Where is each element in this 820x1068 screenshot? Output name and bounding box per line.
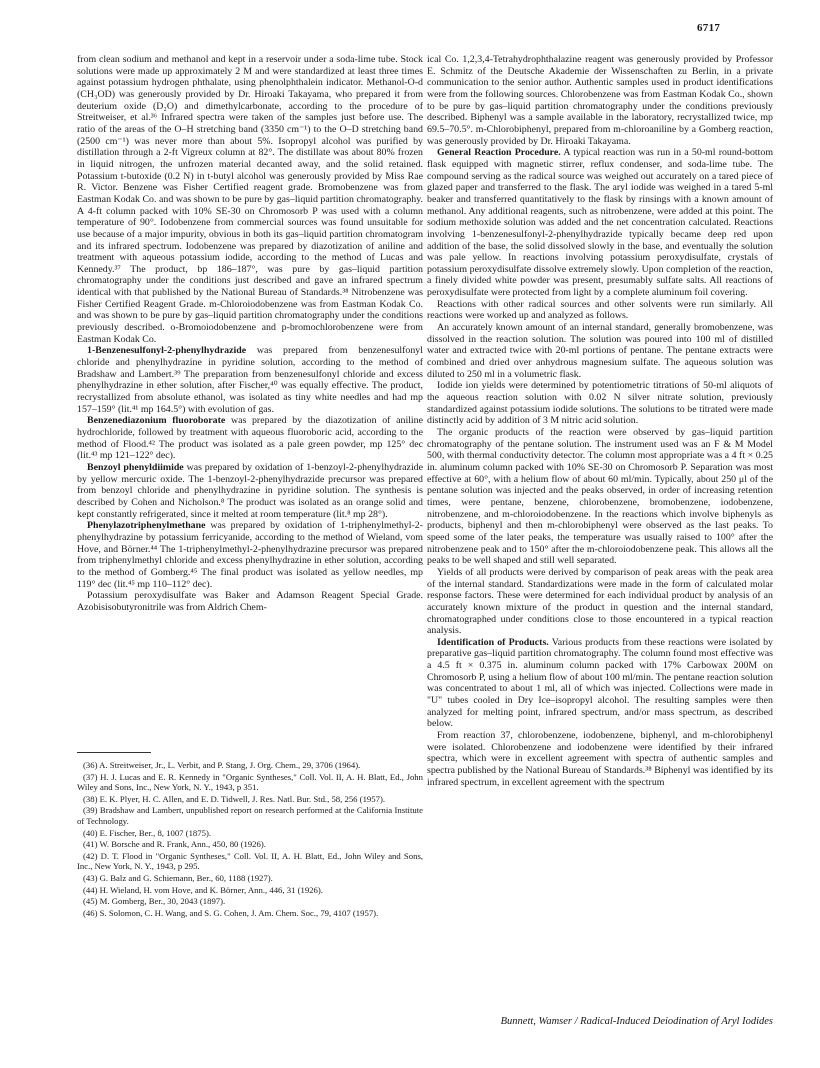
section-heading: General Reaction Procedure. bbox=[437, 147, 561, 159]
reference-item: (45) M. Gomberg, Ber., 30, 2043 (1897). bbox=[83, 896, 226, 907]
paragraph: From reaction 37, chlorobenzene, iodobenzene, biphenyl, and m-chlorobiphenyl were isolated. Chlorobenzene and iodobenzene were identified by their infrared spectra, which were in excellent agreement with spectra of authentic samples and spectra published by the National Bureau of Standards.³⁸ Biphenyl was identified by its infrared spectrum, in excellent agreement with the spectrum bbox=[427, 730, 773, 788]
paragraph: An accurately known amount of an internal standard, generally bromobenzene, was dissolved in the reaction solution. The solution was poured into 100 ml of distilled water and extracted twice with 20-ml portions of pentane. The pentane extracts were combined and dried over anhydrous magnesium sulfate. The aqueous solution was diluted to 250 ml in a volumetric flask. bbox=[427, 322, 773, 380]
reference-item: (46) S. Solomon, C. H. Wang, and S. G. Cohen, J. Am. Chem. Soc., 79, 4107 (1957). bbox=[83, 907, 379, 918]
reference-item: (37) H. J. Lucas and E. R. Kennedy in "Organic Syntheses," Coll. Vol. II, A. H. Blatt, Ed., John Wiley and Sons, Inc., New York, N. Y., 1943, p 351. bbox=[77, 771, 423, 793]
section-heading: 1-Benzenesulfonyl-2-phenylhydrazide bbox=[87, 345, 247, 357]
references bbox=[77, 760, 423, 919]
paragraph: Benzoyl phenyldiimide was prepared by oxidation of 1-benzoyl-2-phenylhydrazide by yellow mercuric oxide. The 1-benzoyl-2-phenylhydrazide precursor was prepared from benzoyl chloride and phenylhydrazine in pyridine solution. The synthesis is described by Cohen and Nicholson.⁸ The product was isolated as an orange solid and kept constantly refrigerated, since it melted at room temperature (lit.⁸ mp 28°). bbox=[77, 461, 424, 520]
reference-item: (39) Bradshaw and Lambert, unpublished report on research performed at the California Institute of Technology. bbox=[77, 805, 423, 826]
reference-item: (40) E. Fischer, Ber., 8, 1007 (1875). bbox=[83, 827, 212, 838]
reference-item: (44) H. Wieland, H. vom Hove, and K. Börner, Ann., 446, 31 (1926). bbox=[83, 884, 323, 895]
section-heading: Identification of Products. bbox=[437, 636, 549, 648]
paragraph: Benzenediazonium fluoroborate was prepared by the diazotization of aniline hydrochloride, followed by treatment with aqueous fluoroboric acid, according to the method of Flood.⁴² The product was isolated as a pale green powder, mp 125° dec (lit.⁴³ mp 121–122° dec). bbox=[77, 415, 423, 462]
paragraph: Yields of all products were derived by comparison of peak areas with the peak area of the internal standard. Standardizations were made in the form of calculated molar response factors. These were determined for each individual product by analysis of an accurately known mixture of the product in question and the internal standard, chromatographed under conditions close to those encountered in a typical reaction analysis. bbox=[427, 566, 773, 637]
paragraph: from clean sodium and methanol and kept in a reservoir under a soda-lime tube. Stock solutions were made up approximately 2 M and were standardized at least three times against potassium hydrogen phthalate, using phenolphthalein indicator. Methanol-O-d (CH₃OD) was generously provided by Dr. Hiroaki Takayama, who prepared it from deuterium oxide (D₂O) and dimethylcarbonate, according to the procedure of Streitweiser, et al.³⁶ Infrared spectra were taken of the samples just before use. The ratio of the areas of the O–H stretching band (3350 cm⁻¹) to the O–D stretching band (2500 cm⁻¹) was never more than about 5%. Isopropyl alcohol was purified by distillation through a 2-ft Vigreux column at 82°. The distillate was about 80% frozen in liquid nitrogen, the unfrozen material decanted away, and the solid retained. Potassium t-butoxide (0.2 N) in t-butyl alcohol was generously provided by Miss Rae R. Victor. Benzene was Fisher Certified reagent grade. Bromobenzene was from Eastman Kodak Co. and was shown to be pure by gas–liquid partition chromatography. A 4-ft column packed with 10% SE-30 on Chromosorb P was used with a column temperature of 90°. Iodobenzene from commercial sources was found unsuitable for use because of a major impurity, obvious in both its gas–liquid partition chromatogram and its infrared spectrum. Iodobenzene was prepared by diazotization of aniline and treatment with aqueous potassium iodide, according to the method of Lucas and Kennedy.³⁷ The product, bp 186–187°, was pure by gas–liquid partition chromatography under the conditions just described and gave an infrared spectrum identical with that published by the National Bureau of Standards.³⁸ Nitrobenzene was Fisher Certified Reagent Grade. m-Chloroiodobenzene was from Eastman Kodak Co. and was shown to be pure by gas–liquid partition chromatography under the conditions previously described. o-Bromoiodobenzene and p-bromochlorobenzene were from Eastman Kodak Co. bbox=[77, 54, 423, 345]
section-heading: Benzenediazonium fluoroborate bbox=[87, 415, 226, 427]
left-column bbox=[77, 54, 423, 614]
paragraph: Iodide ion yields were determined by potentiometric titrations of 50-ml aliquots of the aqueous reaction solution with 0.02 N silver nitrate solution, previously standardized against potassium iodide solutions. The solutions to be titrated were made distinctly acid by addition of 3 M nitric acid solution. bbox=[427, 380, 773, 427]
reference-item: (43) G. Balz and G. Schiemann, Ber., 60, 1188 (1927). bbox=[83, 872, 273, 883]
page-number: 6717 bbox=[697, 22, 721, 34]
reference-item: (42) D. T. Flood in "Organic Syntheses," Coll. Vol. II, A. H. Blatt, Ed., John Wiley and Sons, Inc., New York, N. Y., 1943, p 295. bbox=[77, 850, 423, 872]
paragraph: 1-Benzenesulfonyl-2-phenylhydrazide was prepared from benzenesulfonyl chloride and phenylhydrazine in pyridine solution, according to the method of Bradshaw and Lambert.³⁹ The preparation from benzenesulfonyl chloride and excess phenylhydrazine in ether solution, after Fischer,⁴⁰ was equally effective. The product, recrystallized from absolute ethanol, was isolated as tiny white needles and had mp 157–159° (lit.⁴¹ mp 164.5°) with evolution of gas. bbox=[77, 345, 423, 415]
footnote-rule bbox=[77, 752, 151, 753]
reference-item: (36) A. Streitweiser, Jr., L. Verbit, and P. Stang, J. Org. Chem., 29, 3706 (1964). bbox=[83, 760, 361, 770]
paragraph: Identification of Products. Various products from these reactions were isolated by preparative gas–liquid partition chromatography. The column found most effective was a 4.5 ft × 0.375 in. aluminum column packed with 17% Carbowax 200M on Chromosorb P, using a helium flow of about 100 ml/min. The pentane reaction solution was concentrated to about 1 ml, all of which was injected. Collections were made in "U" tubes cooled in Dry Ice–isopropyl alcohol. The resulting samples were then analyzed for melting point, infrared spectrum, and/or mass spectrum, as described below. bbox=[427, 636, 773, 730]
right-column bbox=[427, 54, 773, 788]
section-heading: Phenylazotriphenylmethane bbox=[87, 520, 206, 532]
reference-item: (38) E. K. Plyer, H. C. Allen, and E. D. Tidwell, J. Res. Natl. Bur. Std., 58, 256 (1957). bbox=[83, 793, 386, 804]
paragraph: Phenylazotriphenylmethane was prepared by oxidation of 1-triphenylmethyl-2-phenylhydrazine by potassium ferricyanide, according to the method of Wieland, vom Hove, and Börner.⁴⁴ The 1-triphenylmethyl-2-phenylhydrazine precursor was prepared from triphenylmethyl chloride and excess phenylhydrazine in ether solution, according to the method of Gomberg.⁴⁵ The final product was isolated as yellow needles, mp 119° dec (lit.⁴⁵ mp 110–112° dec). bbox=[77, 520, 423, 590]
paragraph: The organic products of the reaction were observed by gas–liquid partition chromatography of the pentane solution. The instrument used was an F & M Model 500, with thermal conductivity detector. The column most appropriate was a 4 ft × 0.25 in. aluminum column packed with 10% SE-30 on Chromosorb P. Separation was most effective at 60°, with a helium flow of about 60 ml/min. Typically, about 250 μl of the pentane solution was injected and the peaks observed, in order of increasing retention times, were pentane, benzene, chlorobenzene, bromobenzene, iodobenzene, nitrobenzene, and m-chloroiodobenzene. In the reactions which involve biphenyls as products, biphenyl and then m-chlorobiphenyl were observed as the last peaks. To speed some of the later peaks, the temperature was usually raised to 100° after the nitrobenzene peak and to 150° after the m-chloroiodobenzene peak. This allows all the peaks to be well shaped and still well separated. bbox=[427, 427, 773, 567]
running-footer: Bunnett, Wamser / Radical-Induced Deiodination of Aryl Iodides bbox=[500, 1016, 773, 1027]
paragraph: Reactions with other radical sources and other solvents were run similarly. All reactions were worked up and analyzed as follows. bbox=[427, 298, 773, 322]
paragraph: ical Co. 1,2,3,4-Tetrahydrophthalazine reagent was generously provided by Professor E. Schmitz of the Deutsche Akademie der Wissenschaften zu Berlin, in a private communication to the senior author. Authentic samples used in product identifications were from the following sources. Chlorobenzene was from Eastman Kodak Co., shown to be pure by gas–liquid partition chromatography under the conditions previously described. Biphenyl was a sample available in the laboratory, recrystallized twice, mp 69.5–70.5°. m-Chlorobiphenyl, prepared from m-chloroaniline by a Gomberg reaction, was generously provided by Dr. Hiroaki Takayama. bbox=[427, 54, 773, 147]
section-heading: Benzoyl phenyldiimide bbox=[87, 461, 184, 473]
reference-item: (41) W. Borsche and R. Frank, Ann., 450, 80 (1926). bbox=[83, 839, 266, 850]
paragraph: General Reaction Procedure. A typical reaction was run in a 50-ml round-bottom flask equipped with magnetic stirrer, reflux condenser, and soda-lime tube. The compound serving as the radical source was weighed out accurately on a tared piece of glazed paper and transferred to the flask. The aryl iodide was weighed in a tared 5-ml beaker and transferred quantitatively to the flask by rinsings with a known amount of methanol. Any additional reagents, such as nitrobenzene, were added at this point. The sodium methoxide solution was added and the net concentration calculated. Reactions involving 1-benzenesulfonyl-2-phenylhydrazide typically became deep red upon addition of the base, the solid dissolved slowly in the base, and eventually the solution was pale yellow. In reactions involving potassium peroxydisulfate, crystals of potassium peroxydisulfate dissolve extremely slowly. Upon completion of the reaction, a finely divided white powder was present, presumably sulfate salts. All reactions of peroxydisulfate were protected from light by a complete aluminum foil covering. bbox=[427, 147, 774, 299]
paragraph: Potassium peroxydisulfate was Baker and Adamson Reagent Special Grade. Azobisisobutyronitrile was from Aldrich Chem- bbox=[77, 590, 423, 613]
